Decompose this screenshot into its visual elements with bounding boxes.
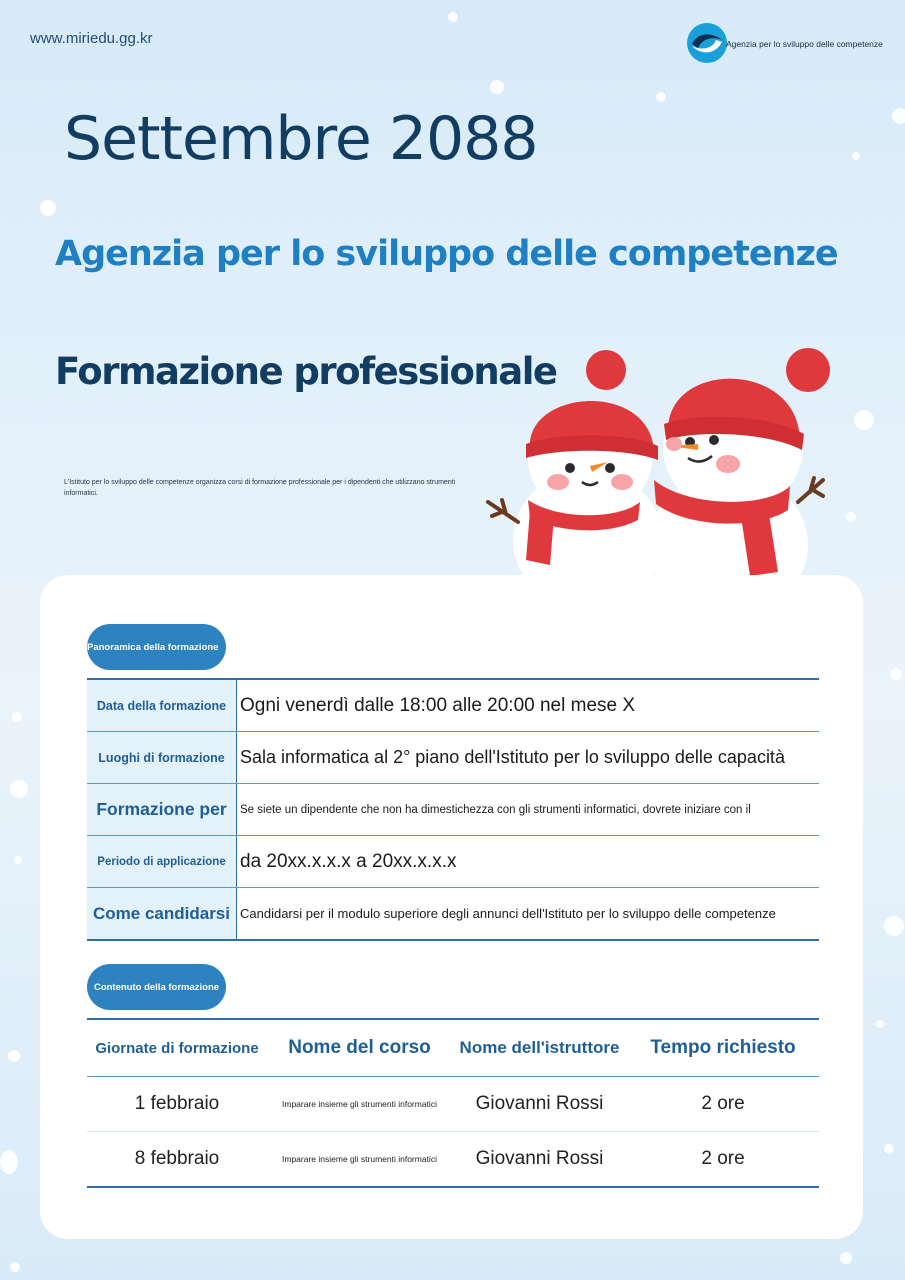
- overview-label: Data della formazione: [87, 680, 237, 731]
- cell-instructor: Giovanni Rossi: [475, 1148, 604, 1169]
- table-row: [87, 1077, 819, 1132]
- cell-course: Imparare insieme gli strumenti informatici: [282, 1099, 437, 1109]
- snowflake: [40, 200, 56, 216]
- description-text: L'Istituto per lo sviluppo delle competenze organizza corsi di formazione professionale per i dipendenti che utilizzano strumenti informatici.: [64, 479, 456, 497]
- snowflake: [846, 512, 856, 522]
- overview-label: Come candidarsi: [87, 888, 237, 939]
- overview-value: da 20xx.x.x.x a 20xx.x.x.x: [240, 850, 457, 872]
- overview-value: Sala informatica al 2° piano dell'Istituto per lo sviluppo delle capacità: [240, 747, 785, 767]
- snowflake: [0, 1150, 18, 1174]
- snowflake: [490, 80, 504, 94]
- cell-duration: 2 ore: [701, 1148, 745, 1169]
- snowflake: [448, 12, 458, 22]
- snowflake: [884, 916, 904, 936]
- snowflake: [892, 108, 905, 124]
- cell-date: 1 febbraio: [134, 1093, 220, 1114]
- content-table: [87, 1018, 819, 1188]
- overview-label: Periodo di applicazione: [87, 836, 237, 887]
- swirl-logo-icon: [686, 22, 728, 64]
- section-pill-overview: Panoramica della formazione: [87, 624, 226, 670]
- cell-instructor: Giovanni Rossi: [475, 1093, 604, 1114]
- page-title: Settembre 2088: [64, 104, 538, 174]
- column-header-instructor: Nome dell'istruttore: [459, 1038, 620, 1057]
- cell-course: Imparare insieme gli strumenti informatici: [282, 1154, 437, 1164]
- snowflake: [8, 1050, 20, 1062]
- column-header-duration: Tempo richiesto: [650, 1037, 796, 1058]
- overview-row-location: [87, 732, 819, 784]
- snowmen-illustration: [478, 340, 838, 610]
- overview-row-date: [87, 680, 819, 732]
- snowflake: [840, 1252, 852, 1264]
- overview-value: Se siete un dipendente che non ha dimestichezza con gli strumenti informatici, dovrete iniziare con il: [240, 803, 751, 816]
- overview-label: Luoghi di formazione: [87, 732, 237, 783]
- overview-table: [87, 678, 819, 941]
- section-pill-content: Contenuto della formazione: [87, 964, 226, 1010]
- snowflake: [890, 668, 902, 680]
- overview-value: Candidarsi per il modulo superiore degli annunci dell'Istituto per lo sviluppo delle competenze: [240, 906, 776, 921]
- table-header: [87, 1020, 819, 1077]
- table-row: [87, 1132, 819, 1186]
- agency-logo: [686, 22, 886, 64]
- overview-row-period: [87, 836, 819, 888]
- snowflake: [10, 1262, 20, 1272]
- overview-row-audience: [87, 784, 819, 836]
- cell-duration: 2 ore: [701, 1093, 745, 1114]
- snowflake: [14, 856, 22, 864]
- overview-label: Formazione per: [87, 784, 237, 835]
- snowflake: [12, 712, 22, 722]
- column-header-course: Nome del corso: [288, 1037, 431, 1058]
- agency-title: Agenzia per lo sviluppo delle competenze: [55, 234, 838, 274]
- snowflake: [852, 152, 860, 160]
- snowflake: [854, 410, 874, 430]
- overview-value: Ogni venerdì dalle 18:00 alle 20:00 nel mese X: [240, 694, 636, 716]
- site-url[interactable]: www.miriedu.gg.kr: [30, 30, 153, 47]
- column-header-date: Giornate di formazione: [95, 1039, 259, 1057]
- cell-date: 8 febbraio: [134, 1148, 220, 1169]
- snowflake: [10, 780, 28, 798]
- snowflake: [876, 1020, 884, 1028]
- subject-title: Formazione professionale: [55, 350, 557, 393]
- snowflake: [884, 1144, 894, 1154]
- overview-row-apply: [87, 888, 819, 939]
- logo-text: Agenzia per lo sviluppo delle competenze: [726, 39, 883, 49]
- snowflake: [656, 92, 666, 102]
